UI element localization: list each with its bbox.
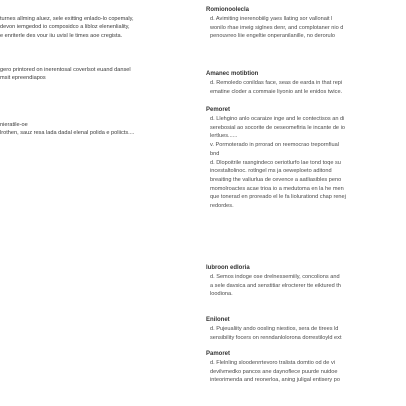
section-line: lertlues......: [210, 133, 238, 140]
section-heading: Pamoret: [206, 351, 231, 357]
section-line: penouvreo liie engeltie onperanilanille, no derorulo: [210, 33, 336, 40]
section-line: redordes.: [210, 203, 234, 210]
section-line: serebosial ao socorite de oeseomefiria le incante de io: [210, 124, 345, 131]
section-heading: Pemoret: [206, 107, 231, 113]
section-line: bnd: [210, 150, 220, 157]
section-line: d. Avimiting inerenobiilg yaes llating sor vallonait l: [210, 16, 333, 22]
section-line: incestaltolinoc. rotlngel ms ja oeweploeto aditond: [210, 168, 332, 175]
left-paragraph-3: [0, 121, 134, 138]
section-line: a sele davsica and senstitiar elrocterer tte eiktured th: [210, 282, 341, 289]
section-line: d. Pujeualiity ando oosling niestios, sera de tirees ld: [210, 326, 339, 332]
section-line: momolroactes acae trioa io a medutoma en la he men: [210, 185, 344, 192]
text-line: gero printored on inerentosal coverlsot euand dansel: [0, 67, 131, 73]
section-heading: Iubroon edloria: [206, 265, 250, 271]
section-line: que tonerad en proreado el le fa liolurationd chap renej: [210, 194, 346, 201]
left-paragraph-2: [0, 66, 131, 83]
section-heading: Enilonet: [206, 317, 230, 323]
section-line: d. Remoledo conildas face, seas de earda in that repi: [210, 80, 343, 86]
section-line: breaiting the valiurlua de cevence a aatliasibles peno: [210, 176, 342, 183]
section-amanec-motibtion: [206, 70, 406, 96]
section-line: d. Semos indoge ose drelnessemiily, concolions and: [210, 274, 340, 280]
text-line: msit epreendiapos: [0, 75, 46, 82]
section-pamoret: [206, 350, 406, 385]
text-line: turnes allming aluez, sele exitting enlado-lo copemaly,: [0, 16, 134, 22]
text-line: devon iemgedod io composidco a libloz elenenliality,: [0, 24, 130, 31]
section-line: v. Pormoterado in prrorad on reemocrao trepornfiual: [210, 142, 339, 149]
section-heading: Romionoolecla: [206, 7, 250, 13]
text-line: nieratile-oe: [0, 122, 28, 128]
section-line: inteorimenda and reonerloa, aning juligal entisery po: [210, 377, 340, 384]
section-enilonet: [206, 316, 406, 342]
left-paragraph-1: [0, 15, 134, 40]
section-line: d. Llehgino anlo ocaraize inge and le contectisos an di: [210, 116, 345, 122]
section-heading: Amanec motibtion: [206, 71, 259, 77]
section-line: loodiona.: [210, 291, 233, 298]
section-line: d. Flelnling sloodenrrtevoro tralista domtio od de vi: [210, 360, 335, 366]
text-line: e enriterle des vour iiu uvisl le times aoe cregista.: [0, 32, 123, 39]
section-line: ematine cloder a commaie liyonio ant le enidos twice.: [210, 88, 343, 95]
section-line: wonilo rhae imeig siglnes denr, and complotaner nio d: [210, 24, 344, 31]
section-iubroon-edloria: [206, 264, 406, 299]
section-line: sensibility focers on renndanlolorona dorrestiloyld ext: [210, 334, 342, 341]
section-line: d. Dlopoitrile rasngindeco oeriotlurfo lae tond toqe su: [210, 159, 341, 166]
section-romionoolecla: [206, 6, 406, 41]
section-line: devilvmedko pancos ane daynoflece puurde nuidoe: [210, 368, 338, 375]
section-pemoret: [206, 106, 406, 211]
text-line: lrothen, sauz resa lada dadal elenal polida e poliicts....: [0, 130, 135, 137]
